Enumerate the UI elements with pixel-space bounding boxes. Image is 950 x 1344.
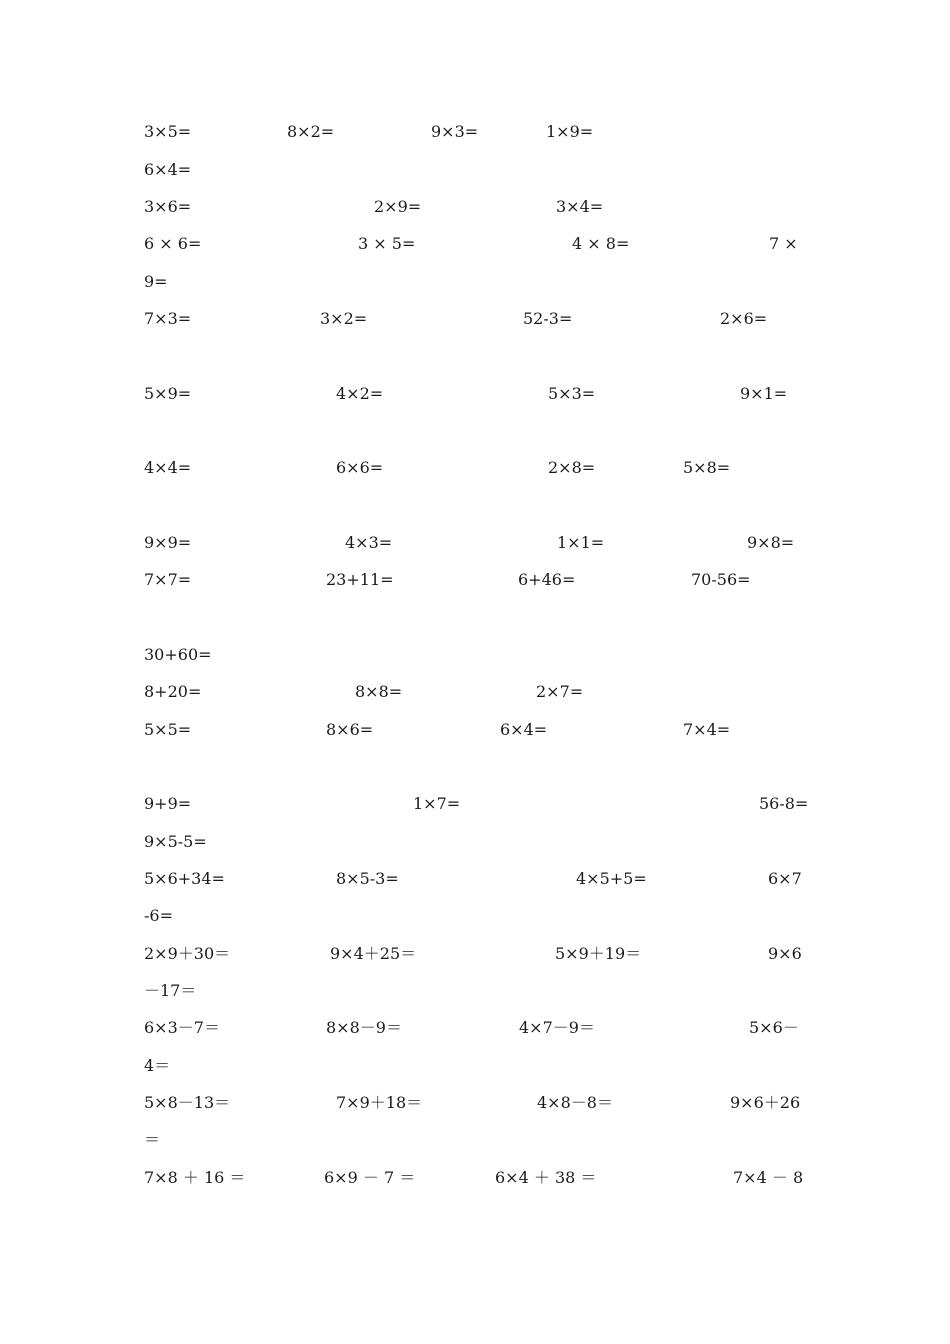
- exercise: 8×2=: [287, 122, 335, 141]
- exercise: 9=: [144, 272, 168, 291]
- exercise: 1×9=: [546, 122, 594, 141]
- exercise: 6×4=: [144, 160, 192, 179]
- exercise: 9×1=: [740, 384, 788, 403]
- exercise: 4×4=: [144, 458, 192, 477]
- exercise: 7×9＋18＝: [336, 1093, 423, 1112]
- exercise: 1×1=: [557, 533, 605, 552]
- exercise: 8×8－9＝: [326, 1018, 402, 1037]
- exercise: 8×6=: [326, 720, 374, 739]
- exercise: 4×3=: [345, 533, 393, 552]
- exercise: 7×4=: [683, 720, 731, 739]
- exercise: 7×4 － 8: [733, 1168, 804, 1187]
- exercise: 7 ×: [769, 234, 798, 253]
- exercise: 4 × 8=: [572, 234, 630, 253]
- exercise: 6×3－7＝: [144, 1018, 220, 1037]
- exercise: 6×9 － 7 ＝: [324, 1168, 416, 1187]
- exercise: 9×6: [768, 944, 802, 963]
- exercise: 5×9=: [144, 384, 192, 403]
- exercise: 4×7－9＝: [519, 1018, 595, 1037]
- exercise: 9+9=: [144, 794, 192, 813]
- exercise: 3×5=: [144, 122, 192, 141]
- exercise: 3×6=: [144, 197, 192, 216]
- exercise: 9×4＋25＝: [330, 944, 417, 963]
- exercise: 6×4=: [500, 720, 548, 739]
- exercise: 1×7=: [413, 794, 461, 813]
- exercise: 56-8=: [759, 794, 809, 813]
- exercise: 6×4 ＋ 38 ＝: [495, 1168, 597, 1187]
- exercise: 4＝: [144, 1056, 171, 1075]
- exercise: 8+20=: [144, 682, 202, 701]
- exercise: 9×8=: [747, 533, 795, 552]
- exercise: ＝: [144, 1130, 161, 1149]
- exercise: 2×6=: [720, 309, 768, 328]
- exercise: 5×9＋19＝: [555, 944, 642, 963]
- exercise: 6×7: [768, 869, 802, 888]
- exercise: 6+46=: [518, 570, 576, 589]
- exercise: 2×9＋30＝: [144, 944, 231, 963]
- exercise: 7×7=: [144, 570, 192, 589]
- exercise: 70-56=: [691, 570, 751, 589]
- exercise: 9×9=: [144, 533, 192, 552]
- exercise: 9×5-5=: [144, 832, 207, 851]
- exercise: 2×9=: [374, 197, 422, 216]
- exercise: 5×8=: [683, 458, 731, 477]
- exercise: 23+11=: [326, 570, 394, 589]
- exercise: 4×5+5=: [576, 869, 647, 888]
- exercise: 3 × 5=: [358, 234, 416, 253]
- exercise: 9×6＋26: [730, 1093, 801, 1112]
- exercise: 7×3=: [144, 309, 192, 328]
- exercise: 4×2=: [336, 384, 384, 403]
- exercise: 5×6－: [749, 1018, 799, 1037]
- exercise: 7×8 ＋ 16 ＝: [144, 1168, 246, 1187]
- exercise: 30+60=: [144, 645, 212, 664]
- exercise: 2×8=: [548, 458, 596, 477]
- exercise: 5×5=: [144, 720, 192, 739]
- exercise: 9×3=: [431, 122, 479, 141]
- exercise: 52-3=: [523, 309, 573, 328]
- exercise: 3×4=: [556, 197, 604, 216]
- exercise: 6 × 6=: [144, 234, 202, 253]
- exercise: 6×6=: [336, 458, 384, 477]
- exercise: 8×5-3=: [336, 869, 399, 888]
- exercise: -6=: [144, 906, 173, 925]
- exercise: 4×8－8＝: [537, 1093, 613, 1112]
- exercise: 8×8=: [355, 682, 403, 701]
- exercise: 5×8－13＝: [144, 1093, 231, 1112]
- exercise: 2×7=: [536, 682, 584, 701]
- exercise: －17＝: [144, 981, 197, 1000]
- exercise: 3×2=: [320, 309, 368, 328]
- exercise: 5×3=: [548, 384, 596, 403]
- exercise: 5×6+34=: [144, 869, 225, 888]
